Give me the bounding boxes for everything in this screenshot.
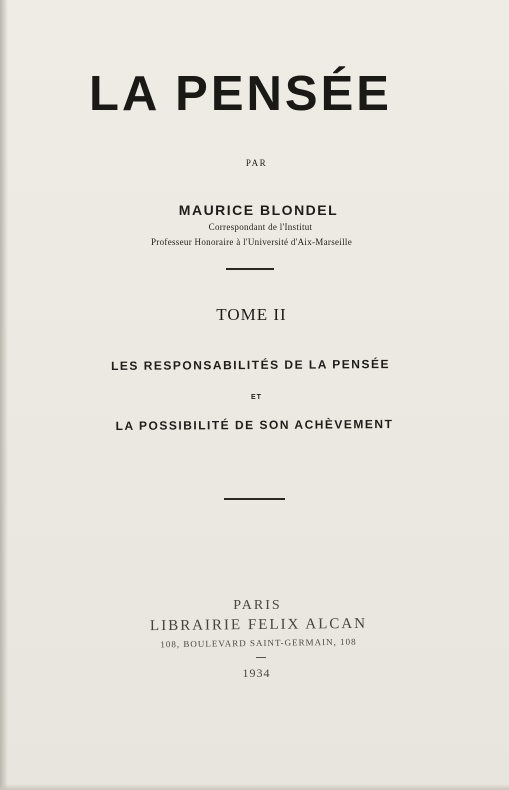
- by-label: PAR: [245, 158, 268, 168]
- author-affiliation-1: Correspondant de l'Institut: [208, 222, 313, 232]
- subtitle-line-1: LES RESPONSABILITÉS DE LA PENSÉE: [110, 357, 391, 373]
- subtitle-conjunction: ET: [251, 394, 262, 401]
- imprint-publisher: LIBRAIRIE FELIX ALCAN: [149, 615, 368, 635]
- subtitle-line-2: LA POSSIBILITÉ DE SON ACHÈVEMENT: [115, 417, 394, 433]
- imprint-year: 1934: [242, 666, 271, 680]
- page-bottom-edge: [0, 784, 509, 790]
- volume-label: TOME II: [216, 305, 287, 324]
- divider-rule-bottom: [224, 498, 285, 500]
- imprint-separator: [256, 657, 266, 658]
- author-name: MAURICE BLONDEL: [178, 202, 339, 218]
- imprint-address: 108, BOULEVARD SAINT-GERMAIN, 108: [160, 636, 357, 650]
- author-affiliation-2: Professeur Honoraire à l'Université d'Aix-Marseille: [151, 237, 352, 247]
- book-title: LA PENSÉE: [89, 67, 392, 121]
- divider-rule-top: [226, 268, 274, 270]
- imprint-city: PARIS: [233, 598, 282, 613]
